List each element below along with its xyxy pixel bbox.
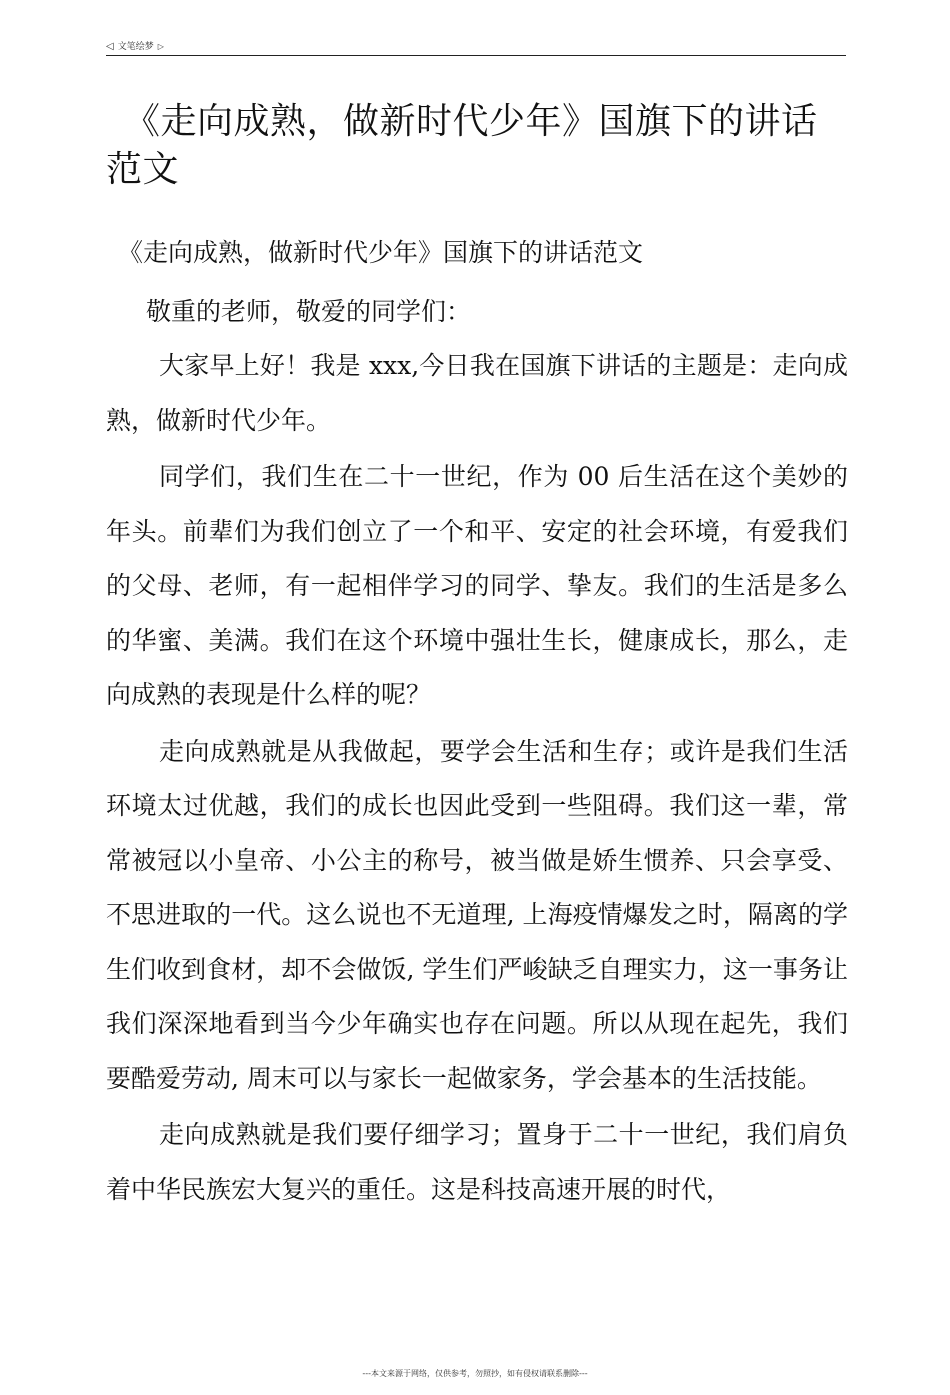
document-subtitle: 《走向成熟，做新时代少年》国旗下的讲话范文 [118,238,644,267]
paragraph: 走向成熟就是从我做起，要学会生活和生存；或许是我们生活环境太过优越，我们的成长也因此受到一些阻碍。我们这一辈，常常被冠以小皇帝、小公主的称号，被当做是娇生惯养、只会享受、不思进取的一代。这么说也不无道理, 上海疫情爆发之时，隔离的学生们收到食材，却不会做饭, 学生们严峻缺乏自理实力，这一事务让我们深深地看到当今少年确实也存在问题。所以从现在起先，我们要酷爱劳动, 周末可以与家长一起做家务，学会基本的生活技能。 [106,736,848,1093]
document-title [106,98,850,194]
paragraph: 大家早上好！我是 xxx,今日我在国旗下讲话的主题是：走向成熟，做新时代少年。 [106,351,848,435]
header-text: 文笔绘梦 [117,42,154,52]
paragraph: 同学们，我们生在二十一世纪，作为 00 后生活在这个美妙的年头。前辈们为我们创立了一个和平、安定的社会环境，有爱我们的父母、老师，有一起相伴学习的同学、挚友。我们的生活是多么的华蜜、美满。我们在这个环境中强壮生长，健康成长，那么，走向成熟的表现是什么样的呢？ [106,462,848,709]
document-title-text: 《走向成熟，做新时代少年》国旗下的讲话范文 [106,101,818,190]
left-triangle-icon: ◁ [106,41,114,52]
salutation: 敬重的老师，敬爱的同学们： [146,296,472,326]
paragraph: 走向成熟就是我们要仔细学习；置身于二十一世纪，我们肩负着中华民族宏大复兴的重任。这是科技高速开展的时代， [106,1120,848,1204]
page-header [106,40,846,54]
page-footer: ---本文来源于网络，仅供参考，勿照抄，如有侵权请联系删除--- [362,1369,588,1378]
right-triangle-icon: ▷ [157,42,164,51]
header-divider [106,55,846,56]
document-body [106,226,848,1219]
